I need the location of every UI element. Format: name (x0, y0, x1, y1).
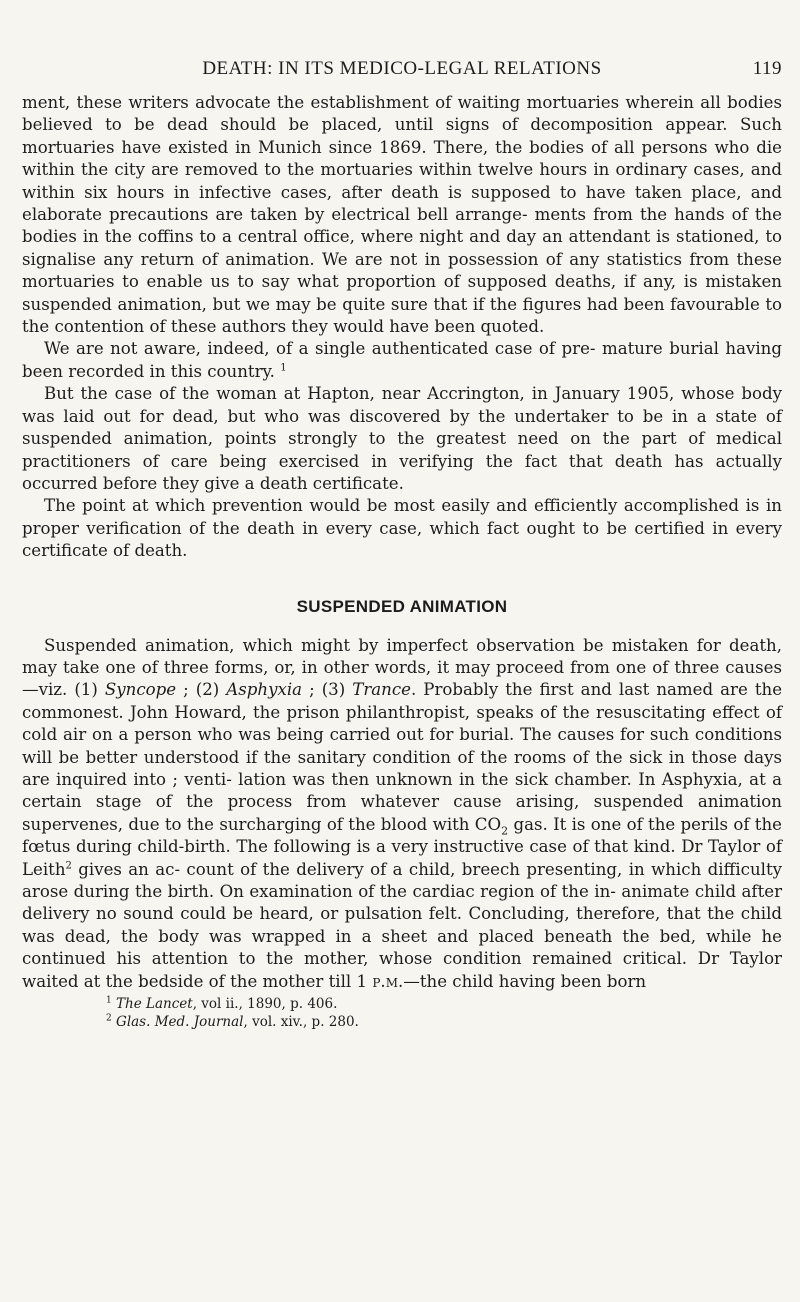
footnote-number: 2 (106, 1013, 112, 1024)
running-head (22, 58, 782, 86)
text-segment: Suspended animation, which might by imperfect observation be mistaken for death, may take one of three forms, or, in other words, it may proceed from one of three causes—viz. (1) (22, 635, 782, 700)
text-segment: gas. It is one of the perils of the fœtus during child-birth. The following is a very instructive case of that kind. Dr Taylor of Leith (22, 814, 782, 879)
paragraph-1: ment, these writers advocate the establishment of waiting mortuaries wherein all bodies believed to be dead should be placed, until signs of decomposition appear. Such mortuaries have existed in Munich since 1869. There, the bodies of all persons who die within the city are removed to the mortuaries within twelve hours in ordinary cases, and within six hours in infective cases, after death is supposed to have taken place, and elaborate precautions are taken by electrical bell arrange- ments from the hands of the bodies in the coffins to a central office, where night and day an attendant is stationed, to signalise any return of animation. We are not in possession of any statistics from these mortuaries to enable us to say what proportion of supposed deaths, if any, is mistaken suspended animation, but we may be quite sure that if the figures had been favourable to the contention of these authors they would have been quoted. (22, 93, 782, 337)
footnote-2 (106, 1013, 782, 1031)
time-pm: p.m. (372, 971, 404, 991)
section-paragraph (22, 635, 782, 994)
page-body (22, 92, 782, 1031)
footnote-ref-2: 2 (65, 860, 72, 872)
footnote-detail: , vol ii., 1890, p. 406. (192, 996, 338, 1013)
text-segment: gives an ac- count of the delivery of a child, breech presenting, in which difficulty arose during the birth. On examination of the cardiac region of the in- animate child after delivery no sound could be heard, or pulsation felt. Concluding, therefore, that the child was dead, the body was wrapped in a sheet and placed beneath the bed, while he continued his attention to the mother, whose condition remained critical. Dr Taylor waited at the bedside of the mother till 1 (22, 859, 782, 991)
paragraph-3: But the case of the woman at Hapton, near Accrington, in January 1905, whose body was laid out for dead, but who was discovered by the undertaker to be in a state of suspended animation, points strongly to the greatest need on the part of medical practitioners of care being exercised in verifying the fact that death has actually occurred before they give a death certificate. (22, 384, 782, 493)
text-segment: ; (3) (302, 680, 353, 700)
term-trance: Trance (352, 680, 411, 700)
running-title: DEATH: IN ITS MEDICO-LEGAL RELATIONS (202, 58, 602, 79)
term-syncope: Syncope (104, 680, 177, 700)
co2-subscript: 2 (501, 824, 509, 838)
page-number: 119 (752, 58, 782, 79)
footnote-ref-1: 1 (280, 362, 287, 374)
footnote-detail: , vol. xiv., p. 280. (243, 1014, 359, 1031)
footnote-1 (106, 995, 782, 1013)
text-segment: . Probably the first and last named are the commonest. John Howard, the prison philanthropist, speaks of the resuscitating effect of cold air on a person who was being carried out for burial. The causes for such conditions will be better understood if the sanitary condition of the rooms of the sick in those days are inquired into ; venti- lation was then unknown in the sick chamber. In Asphyxia, at a certain stage of the process from whatever cause arising, suspended animation supervenes, due to the surcharging of the blood with CO (22, 680, 783, 834)
paragraph-4: The point at which prevention would be most easily and efficiently accomplished is in proper verification of the death in every case, which fact ought to be certified in every certificate of death. (22, 496, 782, 561)
footnotes (22, 995, 782, 1031)
paragraph-2 (22, 338, 782, 383)
term-asphyxia: Asphyxia (226, 680, 303, 700)
text-segment: ; (2) (176, 680, 227, 700)
footnote-source: Glas. Med. Journal (116, 1014, 244, 1031)
footnote-source: The Lancet (116, 996, 193, 1013)
section-heading: SUSPENDED ANIMATION (296, 596, 508, 616)
paragraph-2-text: We are not aware, indeed, of a single authenticated case of pre- mature burial having been recorded in this country. (22, 339, 782, 381)
footnote-number: 1 (106, 995, 112, 1006)
text-segment: —the child having been born (403, 971, 647, 991)
